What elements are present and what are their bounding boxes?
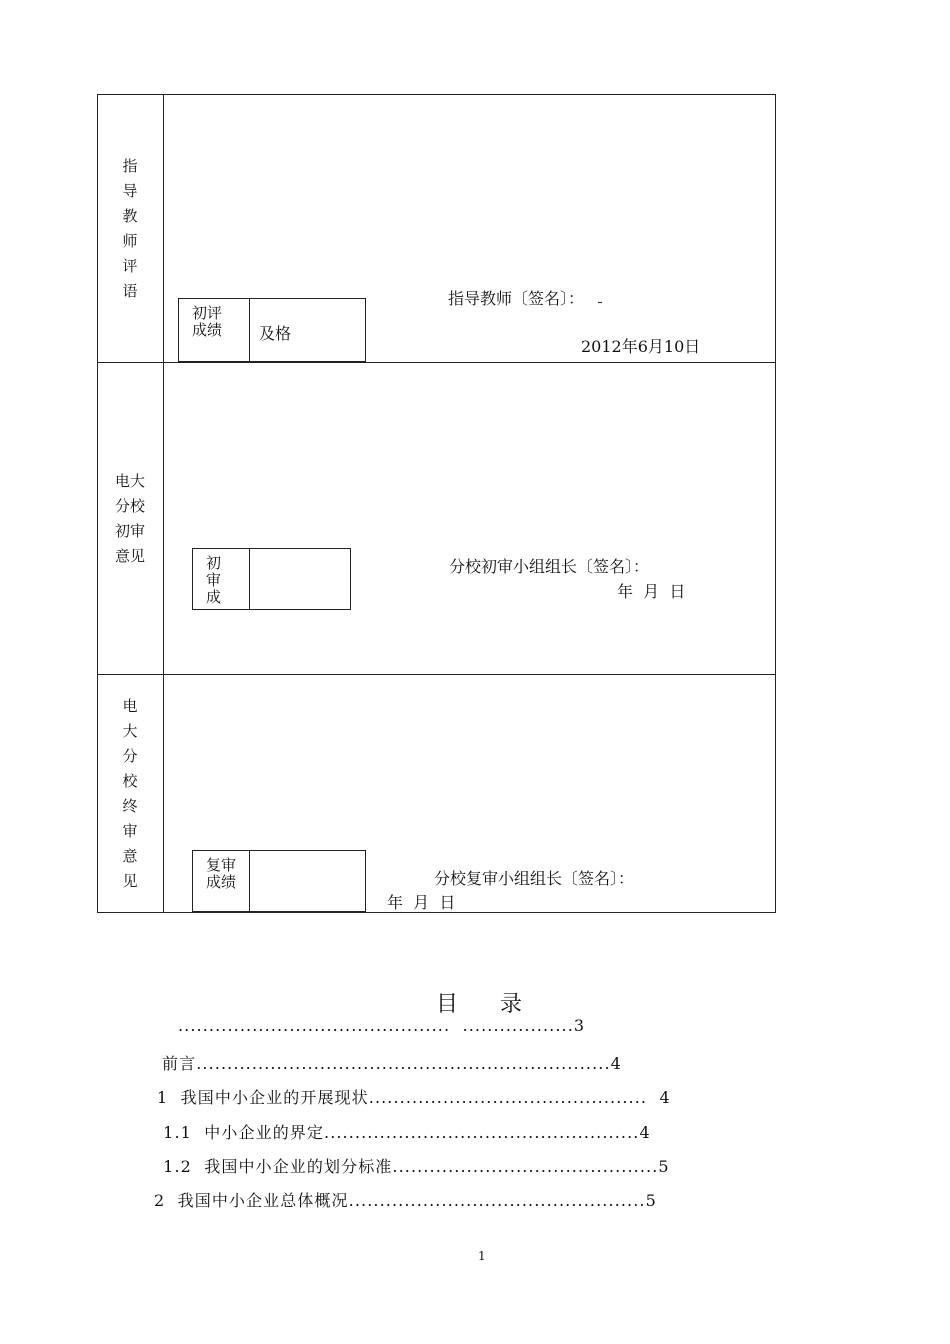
section-2-score-label <box>206 555 221 606</box>
label-char: 电大 <box>114 472 145 490</box>
section-1-signature-label: 指导教师〔签名〕： <box>448 289 585 308</box>
label-char: 电 <box>122 697 138 715</box>
section-2-score-divider <box>249 548 250 610</box>
signature-underline <box>598 302 602 303</box>
toc-entry[interactable]: 前言...................................................................4 <box>162 1054 622 1073</box>
label-char: 分 <box>122 747 138 765</box>
score-label-line: 成绩 <box>206 873 237 891</box>
label-char: 指 <box>122 157 138 175</box>
table-divider-1 <box>97 362 776 363</box>
label-char: 意 <box>122 847 138 865</box>
toc-entry[interactable]: 2 我国中小企业总体概况................................................5 <box>154 1191 657 1210</box>
table-label-column-divider <box>163 94 164 912</box>
toc-entry[interactable]: 1.1 中小企业的界定...................................................4 <box>157 1123 651 1142</box>
section-3-label <box>97 694 163 894</box>
section-1-label <box>97 154 163 304</box>
section-3-score-divider <box>249 850 250 912</box>
score-label-line: 复审 <box>206 856 237 874</box>
label-char: 分校 <box>114 497 145 515</box>
section-3-score-label <box>206 857 236 891</box>
label-char: 语 <box>122 282 138 300</box>
label-char: 见 <box>122 872 138 890</box>
table-divider-2 <box>97 674 776 675</box>
score-label-line: 初 <box>206 554 222 572</box>
label-char: 教 <box>122 207 138 225</box>
section-2-signature-label: 分校初审小组组长〔签名〕： <box>449 557 650 576</box>
section-1-score-label <box>192 305 222 339</box>
toc-entry[interactable]: 1 我国中小企业的开展现状............................................. 4 <box>157 1088 671 1107</box>
section-3-signature-label: 分校复审小组组长〔签名〕： <box>434 869 635 888</box>
section-2-label <box>97 469 163 569</box>
label-char: 终 <box>122 797 138 815</box>
label-char: 校 <box>122 772 138 790</box>
section-2-date: 年 月 日 <box>617 582 686 601</box>
label-char: 师 <box>122 232 138 250</box>
label-char: 评 <box>122 257 138 275</box>
label-char: 导 <box>122 182 138 200</box>
score-label-line: 成 <box>206 588 222 606</box>
label-char: 意见 <box>114 547 145 565</box>
section-1-score-value: 及格 <box>259 324 292 343</box>
toc-entry[interactable]: 1.2 我国中小企业的划分标准...........................................5 <box>157 1157 670 1176</box>
label-char: 初审 <box>114 522 145 540</box>
section-3-date: 年 月 日 <box>387 893 456 912</box>
section-1-score-divider <box>249 298 250 362</box>
page-number: 1 <box>478 1249 486 1263</box>
score-label-line: 审 <box>206 571 222 589</box>
toc-title: 目 录 <box>436 992 522 1017</box>
score-label-line: 成绩 <box>192 321 223 339</box>
toc-entry[interactable]: ............................................ ..................3 <box>178 1016 586 1035</box>
label-char: 大 <box>122 722 138 740</box>
label-char: 审 <box>122 822 138 840</box>
score-label-line: 初评 <box>192 304 223 322</box>
table-border-top <box>97 94 776 95</box>
section-1-date: 2012年6月10日 <box>581 337 701 356</box>
table-border-right <box>775 94 776 912</box>
